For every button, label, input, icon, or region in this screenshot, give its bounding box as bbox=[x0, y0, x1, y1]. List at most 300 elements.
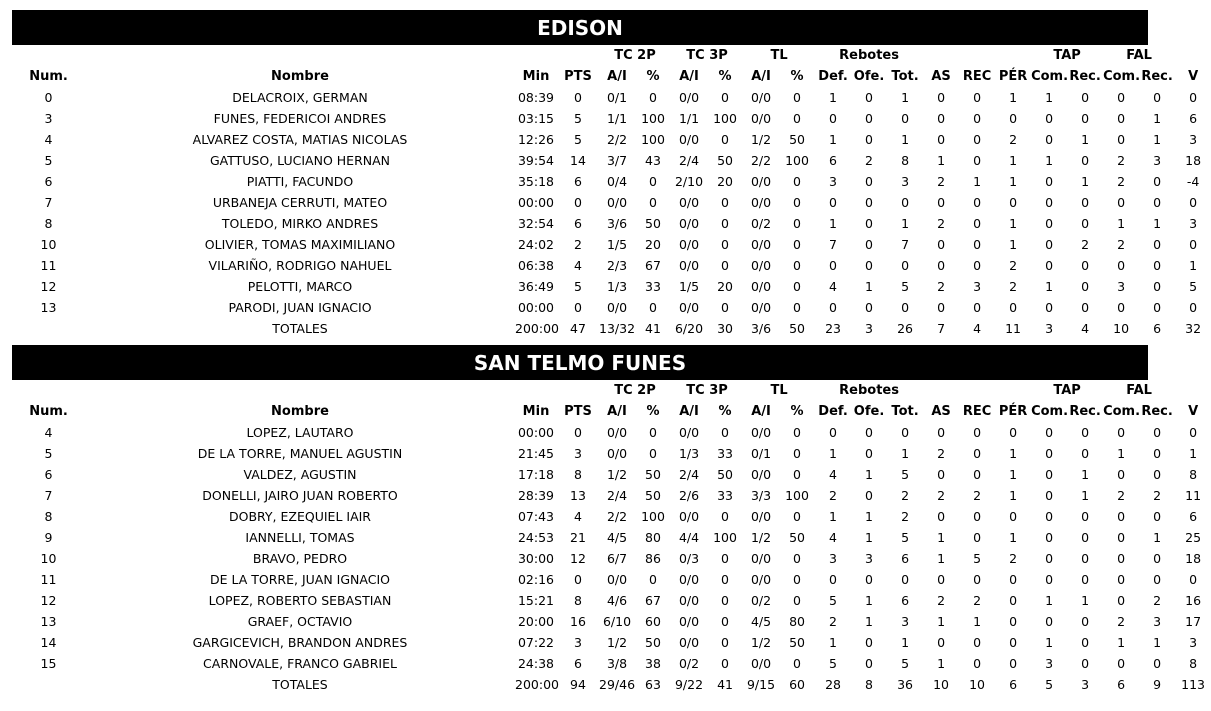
cell-rec: 0 bbox=[973, 195, 982, 210]
cell-pts: 6 bbox=[574, 174, 582, 189]
cell-tc3p-ai: 0/0 bbox=[678, 593, 700, 608]
table-row bbox=[12, 632, 1211, 653]
table-row bbox=[12, 108, 1211, 129]
total-v: 113 bbox=[1181, 677, 1206, 692]
cell-tc3p-pct: 100 bbox=[713, 111, 737, 126]
cell-tc2p-ai: 1/5 bbox=[606, 237, 628, 252]
column-header-reb-ofe: Ofe. bbox=[853, 69, 885, 84]
cell-reb-tot: 3 bbox=[901, 174, 910, 189]
cell-reb-ofe: 0 bbox=[865, 446, 873, 461]
cell-v: 0 bbox=[1189, 572, 1198, 587]
cell-tl-ai: 0/0 bbox=[750, 195, 772, 210]
cell-tl-ai: 1/2 bbox=[750, 530, 772, 545]
cell-tl-ai: 0/0 bbox=[750, 258, 772, 273]
cell-per: 0 bbox=[1009, 509, 1018, 524]
cell-nombre: GRAEF, OCTAVIO bbox=[247, 614, 353, 629]
cell-v: -4 bbox=[1186, 174, 1200, 189]
cell-min: 03:15 bbox=[517, 111, 555, 126]
cell-reb-def: 1 bbox=[829, 132, 837, 147]
cell-fal-rec: 1 bbox=[1153, 216, 1162, 231]
cell-reb-ofe: 0 bbox=[865, 258, 873, 273]
cell-num: 3 bbox=[44, 111, 53, 126]
cell-tl-ai: 1/2 bbox=[750, 132, 772, 147]
table-row bbox=[12, 590, 1211, 611]
cell-as: 2 bbox=[937, 279, 946, 294]
cell-reb-def: 1 bbox=[829, 446, 837, 461]
group-header-rebotes: Rebotes bbox=[839, 48, 899, 63]
group-spacer bbox=[1175, 380, 1211, 401]
column-header-reb-def: Def. bbox=[818, 404, 848, 419]
cell-fal-com: 0 bbox=[1117, 551, 1126, 566]
cell-fal-com: 0 bbox=[1117, 572, 1126, 587]
group-header-tc3p: TC 3P bbox=[686, 383, 728, 398]
column-header-num: Num. bbox=[29, 404, 68, 419]
cell-tc3p-pct: 0 bbox=[721, 195, 729, 210]
cell-pts: 13 bbox=[570, 488, 586, 503]
cell-tc3p-ai: 0/0 bbox=[678, 425, 700, 440]
column-header-tc2p-ai: A/I bbox=[607, 69, 627, 84]
cell-tap-com: 0 bbox=[1045, 195, 1054, 210]
cell-tc3p-pct: 0 bbox=[721, 90, 729, 105]
cell-tl-ai: 0/0 bbox=[750, 111, 772, 126]
cell-tc2p-pct: 100 bbox=[641, 509, 665, 524]
cell-tl-pct: 0 bbox=[793, 656, 801, 671]
cell-tc2p-ai: 3/7 bbox=[606, 153, 628, 168]
column-header-tc3p-ai: A/I bbox=[679, 69, 699, 84]
table-row bbox=[12, 297, 1211, 318]
cell-num: 10 bbox=[40, 551, 57, 566]
cell-pts: 16 bbox=[570, 614, 586, 629]
cell-reb-tot: 6 bbox=[901, 593, 910, 608]
cell-nombre: URBANEJA CERRUTI, MATEO bbox=[212, 195, 388, 210]
cell-min: 20:00 bbox=[517, 614, 555, 629]
cell-tc2p-pct: 86 bbox=[645, 551, 661, 566]
cell-tap-com: 0 bbox=[1045, 425, 1054, 440]
cell-reb-def: 7 bbox=[829, 237, 837, 252]
total-tl-pct: 60 bbox=[789, 677, 805, 692]
cell-tc2p-ai: 3/6 bbox=[606, 216, 628, 231]
group-header-tl: TL bbox=[770, 48, 788, 63]
cell-tap-rec: 0 bbox=[1081, 656, 1090, 671]
cell-nombre: GATTUSO, LUCIANO HERNAN bbox=[209, 153, 391, 168]
cell-min: 39:54 bbox=[517, 153, 555, 168]
cell-reb-ofe: 0 bbox=[865, 216, 873, 231]
cell-tc3p-ai: 2/10 bbox=[674, 174, 704, 189]
cell-per: 0 bbox=[1009, 300, 1018, 315]
cell-tap-rec: 0 bbox=[1081, 195, 1090, 210]
cell-tc3p-pct: 0 bbox=[721, 509, 729, 524]
cell-min: 36:49 bbox=[517, 279, 555, 294]
column-header-pts: PTS bbox=[564, 404, 592, 419]
cell-reb-def: 1 bbox=[829, 635, 837, 650]
cell-tc2p-ai: 3/8 bbox=[606, 656, 628, 671]
column-header-tc2p-pct: % bbox=[646, 404, 660, 419]
cell-per: 1 bbox=[1009, 467, 1018, 482]
total-rec: 4 bbox=[973, 321, 982, 336]
group-header-tc2p: TC 2P bbox=[614, 383, 656, 398]
group-spacer bbox=[923, 45, 1031, 66]
cell-v: 0 bbox=[1189, 195, 1198, 210]
cell-per: 0 bbox=[1009, 656, 1018, 671]
cell-tl-ai: 3/3 bbox=[750, 488, 772, 503]
table-row bbox=[12, 569, 1211, 590]
cell-num: 10 bbox=[40, 237, 57, 252]
column-header-min: Min bbox=[522, 69, 550, 84]
cell-v: 18 bbox=[1185, 551, 1202, 566]
cell-pts: 3 bbox=[574, 446, 582, 461]
cell-tl-ai: 0/0 bbox=[750, 174, 772, 189]
cell-rec: 0 bbox=[973, 258, 982, 273]
stats-table-edison bbox=[12, 45, 1211, 339]
cell-tl-ai: 0/2 bbox=[750, 593, 772, 608]
cell-fal-rec: 0 bbox=[1153, 195, 1162, 210]
cell-num: 5 bbox=[44, 153, 53, 168]
cell-fal-rec: 3 bbox=[1153, 153, 1162, 168]
cell-rec: 0 bbox=[973, 467, 982, 482]
cell-rec: 5 bbox=[973, 551, 982, 566]
cell-per: 1 bbox=[1009, 153, 1018, 168]
cell-fal-com: 0 bbox=[1117, 258, 1126, 273]
cell-as: 2 bbox=[937, 216, 946, 231]
cell-tl-ai: 0/0 bbox=[750, 572, 772, 587]
cell-tc3p-ai: 0/0 bbox=[678, 509, 700, 524]
group-header-fal: FAL bbox=[1126, 48, 1152, 63]
cell-pts: 8 bbox=[574, 593, 582, 608]
cell-fal-rec: 0 bbox=[1153, 300, 1162, 315]
cell-tc3p-ai: 0/0 bbox=[678, 237, 700, 252]
cell-pts: 5 bbox=[574, 132, 582, 147]
column-header-reb-ofe: Ofe. bbox=[853, 404, 885, 419]
cell-as: 2 bbox=[937, 488, 946, 503]
cell-reb-def: 0 bbox=[829, 195, 837, 210]
cell-nombre: DELACROIX, GERMAN bbox=[232, 90, 368, 105]
table-row bbox=[12, 192, 1211, 213]
cell-pts: 21 bbox=[570, 530, 586, 545]
cell-tl-ai: 0/0 bbox=[750, 300, 772, 315]
cell-tc2p-ai: 0/4 bbox=[606, 174, 628, 189]
column-header-num: Num. bbox=[29, 69, 68, 84]
cell-v: 3 bbox=[1189, 216, 1198, 231]
column-header-tc3p-ai: A/I bbox=[679, 404, 699, 419]
cell-tc2p-ai: 0/0 bbox=[606, 300, 628, 315]
cell-tc3p-pct: 0 bbox=[721, 258, 729, 273]
cell-fal-rec: 0 bbox=[1153, 174, 1162, 189]
cell-fal-rec: 0 bbox=[1153, 656, 1162, 671]
total-min: 200:00 bbox=[515, 321, 559, 336]
cell-per: 2 bbox=[1009, 132, 1018, 147]
cell-reb-tot: 0 bbox=[901, 425, 910, 440]
cell-reb-tot: 3 bbox=[901, 614, 910, 629]
cell-per: 1 bbox=[1009, 446, 1018, 461]
cell-num: 6 bbox=[44, 467, 53, 482]
cell-reb-def: 2 bbox=[829, 488, 837, 503]
cell-rec: 2 bbox=[973, 488, 982, 503]
total-tap-rec: 4 bbox=[1081, 321, 1090, 336]
column-header-fal-com: Com. bbox=[1103, 69, 1141, 84]
cell-nombre: ALVAREZ COSTA, MATIAS NICOLAS bbox=[192, 132, 408, 147]
cell-per: 2 bbox=[1009, 551, 1018, 566]
cell-per: 1 bbox=[1009, 90, 1018, 105]
cell-num: 11 bbox=[40, 258, 57, 273]
cell-fal-rec: 1 bbox=[1153, 111, 1162, 126]
cell-fal-com: 2 bbox=[1117, 237, 1126, 252]
table-row bbox=[12, 234, 1211, 255]
cell-min: 08:39 bbox=[517, 90, 555, 105]
cell-min: 00:00 bbox=[517, 195, 555, 210]
group-header-tl: TL bbox=[770, 383, 788, 398]
cell-fal-com: 0 bbox=[1117, 132, 1126, 147]
cell-reb-def: 1 bbox=[829, 509, 837, 524]
cell-fal-rec: 0 bbox=[1153, 425, 1162, 440]
cell-tl-pct: 0 bbox=[793, 195, 801, 210]
cell-as: 0 bbox=[937, 237, 946, 252]
cell-tc2p-ai: 6/10 bbox=[602, 614, 632, 629]
cell-as: 2 bbox=[937, 593, 946, 608]
cell-reb-def: 0 bbox=[829, 425, 837, 440]
cell-nombre: PIATTI, FACUNDO bbox=[246, 174, 354, 189]
cell-reb-def: 1 bbox=[829, 216, 837, 231]
totals-row bbox=[12, 318, 1211, 339]
cell-as: 0 bbox=[937, 425, 946, 440]
cell-min: 15:21 bbox=[517, 593, 555, 608]
cell-reb-ofe: 0 bbox=[865, 237, 873, 252]
cell-pts: 3 bbox=[574, 635, 582, 650]
cell-tl-pct: 100 bbox=[785, 488, 809, 503]
cell-tc2p-ai: 2/2 bbox=[606, 132, 628, 147]
table-row bbox=[12, 213, 1211, 234]
cell-fal-com: 1 bbox=[1117, 446, 1126, 461]
cell-v: 3 bbox=[1189, 132, 1198, 147]
cell-min: 06:38 bbox=[517, 258, 555, 273]
cell-tap-rec: 1 bbox=[1081, 132, 1090, 147]
cell-reb-def: 3 bbox=[829, 174, 837, 189]
cell-as: 0 bbox=[937, 467, 946, 482]
total-as: 7 bbox=[937, 321, 946, 336]
cell-v: 6 bbox=[1189, 509, 1198, 524]
column-header-pts: PTS bbox=[564, 69, 592, 84]
cell-tc3p-ai: 0/0 bbox=[678, 132, 700, 147]
cell-tc2p-pct: 0 bbox=[649, 174, 657, 189]
cell-num: 4 bbox=[44, 425, 53, 440]
cell-per: 0 bbox=[1009, 572, 1018, 587]
cell-v: 1 bbox=[1189, 258, 1198, 273]
column-header-reb-def: Def. bbox=[818, 69, 848, 84]
cell-tc3p-pct: 0 bbox=[721, 237, 729, 252]
cell-fal-rec: 0 bbox=[1153, 551, 1162, 566]
cell-v: 17 bbox=[1185, 614, 1202, 629]
cell-tl-pct: 0 bbox=[793, 425, 801, 440]
cell-reb-ofe: 0 bbox=[865, 635, 873, 650]
cell-tc3p-ai: 0/0 bbox=[678, 572, 700, 587]
cell-tc3p-ai: 1/3 bbox=[678, 446, 700, 461]
cell-num: 12 bbox=[40, 279, 57, 294]
total-fal-rec: 9 bbox=[1153, 677, 1162, 692]
column-header-fal-com: Com. bbox=[1103, 404, 1141, 419]
cell-rec: 3 bbox=[973, 279, 982, 294]
table-row bbox=[12, 255, 1211, 276]
column-header-rec: REC bbox=[962, 404, 992, 419]
cell-min: 24:38 bbox=[517, 656, 555, 671]
cell-reb-def: 5 bbox=[829, 656, 837, 671]
cell-pts: 4 bbox=[574, 509, 582, 524]
cell-reb-def: 6 bbox=[829, 153, 837, 168]
cell-fal-com: 2 bbox=[1117, 153, 1126, 168]
cell-per: 1 bbox=[1009, 237, 1018, 252]
total-as: 10 bbox=[933, 677, 950, 692]
cell-tc2p-ai: 2/2 bbox=[606, 509, 628, 524]
cell-pts: 0 bbox=[574, 425, 582, 440]
cell-reb-tot: 1 bbox=[901, 446, 910, 461]
total-tc3p-pct: 41 bbox=[717, 677, 733, 692]
total-nombre: TOTALES bbox=[272, 321, 328, 336]
cell-pts: 8 bbox=[574, 467, 582, 482]
cell-tc3p-pct: 0 bbox=[721, 300, 729, 315]
total-tc3p-ai: 6/20 bbox=[674, 321, 704, 336]
cell-rec: 0 bbox=[973, 509, 982, 524]
cell-v: 18 bbox=[1185, 153, 1202, 168]
cell-rec: 2 bbox=[973, 593, 982, 608]
cell-tc2p-pct: 33 bbox=[645, 279, 661, 294]
cell-as: 0 bbox=[937, 572, 946, 587]
cell-pts: 5 bbox=[574, 111, 582, 126]
table-row bbox=[12, 443, 1211, 464]
cell-nombre: FUNES, FEDERICOI ANDRES bbox=[213, 111, 387, 126]
cell-reb-ofe: 0 bbox=[865, 300, 873, 315]
cell-reb-tot: 0 bbox=[901, 258, 910, 273]
table-row bbox=[12, 527, 1211, 548]
cell-tap-com: 3 bbox=[1045, 656, 1054, 671]
total-reb-def: 23 bbox=[825, 321, 841, 336]
column-header-tl-ai: A/I bbox=[751, 404, 771, 419]
cell-tc3p-pct: 0 bbox=[721, 216, 729, 231]
cell-tc3p-ai: 0/3 bbox=[678, 551, 700, 566]
cell-rec: 1 bbox=[973, 614, 982, 629]
cell-reb-ofe: 3 bbox=[865, 551, 873, 566]
cell-tl-pct: 0 bbox=[793, 509, 801, 524]
cell-tl-pct: 0 bbox=[793, 111, 801, 126]
cell-reb-ofe: 1 bbox=[865, 530, 873, 545]
cell-tap-com: 1 bbox=[1045, 593, 1054, 608]
cell-fal-rec: 0 bbox=[1153, 258, 1162, 273]
cell-tc3p-ai: 0/0 bbox=[678, 258, 700, 273]
cell-reb-tot: 8 bbox=[901, 153, 910, 168]
cell-tc2p-pct: 100 bbox=[641, 111, 665, 126]
cell-rec: 0 bbox=[973, 656, 982, 671]
cell-tc2p-pct: 0 bbox=[649, 195, 657, 210]
cell-reb-ofe: 0 bbox=[865, 195, 873, 210]
cell-as: 0 bbox=[937, 111, 946, 126]
cell-pts: 0 bbox=[574, 90, 582, 105]
cell-pts: 6 bbox=[574, 216, 582, 231]
cell-num: 12 bbox=[40, 593, 57, 608]
cell-fal-rec: 1 bbox=[1153, 635, 1162, 650]
cell-nombre: CARNOVALE, FRANCO GABRIEL bbox=[203, 656, 397, 671]
cell-num: 15 bbox=[40, 656, 57, 671]
cell-fal-com: 2 bbox=[1117, 488, 1126, 503]
cell-tc2p-pct: 50 bbox=[645, 635, 661, 650]
cell-tap-com: 0 bbox=[1045, 530, 1054, 545]
cell-as: 1 bbox=[937, 656, 946, 671]
total-reb-ofe: 3 bbox=[865, 321, 873, 336]
cell-tl-ai: 0/0 bbox=[750, 90, 772, 105]
cell-tap-com: 0 bbox=[1045, 174, 1054, 189]
total-fal-rec: 6 bbox=[1153, 321, 1162, 336]
column-header-fal-rec: Rec. bbox=[1141, 69, 1173, 84]
column-header-tc3p-pct: % bbox=[718, 69, 732, 84]
cell-tl-ai: 0/0 bbox=[750, 425, 772, 440]
cell-nombre: PARODI, JUAN IGNACIO bbox=[228, 300, 372, 315]
cell-min: 24:53 bbox=[517, 530, 555, 545]
cell-tap-com: 0 bbox=[1045, 111, 1054, 126]
total-reb-ofe: 8 bbox=[865, 677, 873, 692]
table-row bbox=[12, 422, 1211, 443]
cell-tl-ai: 1/2 bbox=[750, 635, 772, 650]
cell-tc2p-pct: 0 bbox=[649, 300, 657, 315]
cell-tl-pct: 0 bbox=[793, 258, 801, 273]
cell-tc3p-pct: 0 bbox=[721, 614, 729, 629]
cell-tc3p-ai: 2/6 bbox=[678, 488, 700, 503]
cell-fal-rec: 0 bbox=[1153, 509, 1162, 524]
column-header-tap-rec: Rec. bbox=[1069, 404, 1101, 419]
cell-as: 0 bbox=[937, 195, 946, 210]
cell-nombre: TOLEDO, MIRKO ANDRES bbox=[221, 216, 379, 231]
cell-as: 2 bbox=[937, 174, 946, 189]
cell-num: 14 bbox=[40, 635, 57, 650]
cell-tl-ai: 0/0 bbox=[750, 551, 772, 566]
cell-tc2p-pct: 67 bbox=[645, 593, 661, 608]
column-header-min: Min bbox=[522, 404, 550, 419]
cell-tc2p-ai: 0/0 bbox=[606, 425, 628, 440]
cell-as: 1 bbox=[937, 614, 946, 629]
cell-tc3p-ai: 0/0 bbox=[678, 614, 700, 629]
table-row bbox=[12, 506, 1211, 527]
cell-tap-com: 0 bbox=[1045, 509, 1054, 524]
cell-tap-com: 0 bbox=[1045, 132, 1054, 147]
cell-nombre: VALDEZ, AGUSTIN bbox=[243, 467, 357, 482]
cell-as: 2 bbox=[937, 446, 946, 461]
column-header-tl-pct: % bbox=[790, 404, 804, 419]
cell-reb-ofe: 0 bbox=[865, 572, 873, 587]
cell-tc2p-ai: 2/4 bbox=[606, 488, 628, 503]
cell-reb-ofe: 0 bbox=[865, 90, 873, 105]
cell-tl-pct: 0 bbox=[793, 593, 801, 608]
cell-reb-tot: 1 bbox=[901, 635, 910, 650]
total-fal-com: 10 bbox=[1113, 321, 1130, 336]
total-tap-com: 3 bbox=[1045, 321, 1054, 336]
cell-reb-tot: 1 bbox=[901, 216, 910, 231]
cell-tc3p-ai: 1/5 bbox=[678, 279, 700, 294]
cell-per: 0 bbox=[1009, 593, 1018, 608]
cell-as: 0 bbox=[937, 300, 946, 315]
cell-pts: 0 bbox=[574, 195, 582, 210]
cell-tc2p-pct: 38 bbox=[645, 656, 661, 671]
column-header-v: V bbox=[1188, 404, 1199, 419]
cell-tc2p-ai: 1/2 bbox=[606, 635, 628, 650]
cell-tap-rec: 0 bbox=[1081, 216, 1090, 231]
cell-tl-pct: 100 bbox=[785, 153, 809, 168]
column-header-rec: REC bbox=[962, 69, 992, 84]
cell-fal-rec: 1 bbox=[1153, 132, 1162, 147]
total-reb-def: 28 bbox=[825, 677, 841, 692]
cell-min: 07:43 bbox=[517, 509, 555, 524]
cell-pts: 2 bbox=[574, 237, 582, 252]
cell-v: 1 bbox=[1189, 446, 1198, 461]
cell-tl-ai: 0/2 bbox=[750, 216, 772, 231]
cell-reb-ofe: 1 bbox=[865, 509, 873, 524]
cell-nombre: LOPEZ, ROBERTO SEBASTIAN bbox=[208, 593, 392, 608]
cell-rec: 1 bbox=[973, 174, 982, 189]
total-tc2p-ai: 29/46 bbox=[599, 677, 636, 692]
